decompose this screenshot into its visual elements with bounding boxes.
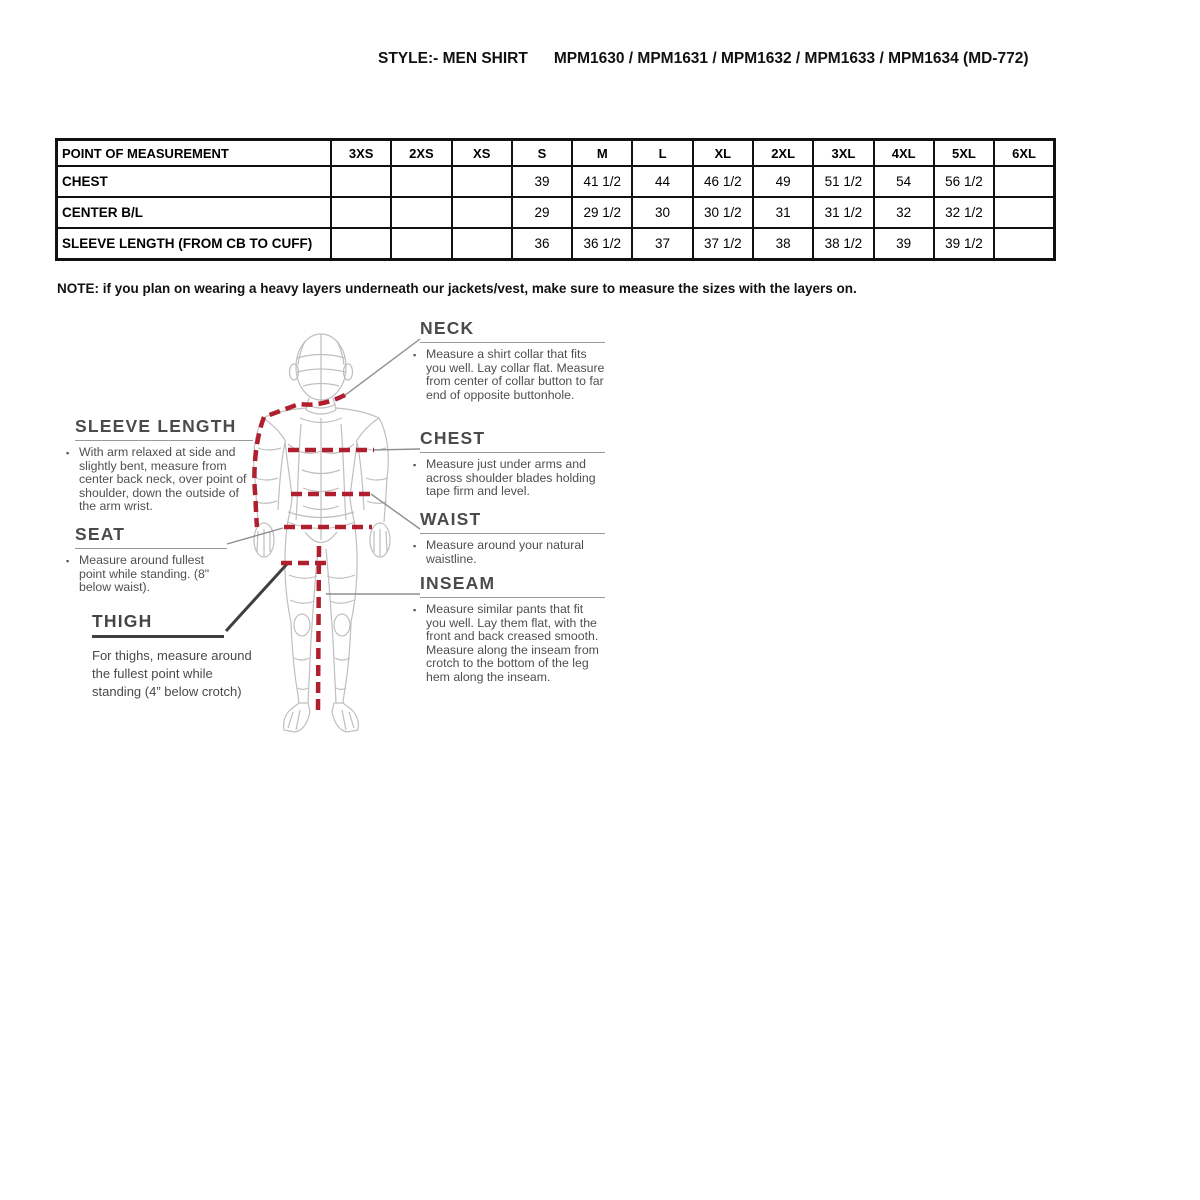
col-header-size-m: M [572, 140, 632, 167]
size-value-cell: 38 [753, 228, 813, 260]
thigh-heading: THIGH [92, 611, 224, 638]
size-value-cell: 38 1/2 [813, 228, 873, 260]
col-header-size-2xs: 2XS [391, 140, 451, 167]
size-value-cell: 56 1/2 [934, 166, 994, 197]
col-header-size-2xl: 2XL [753, 140, 813, 167]
sleeve-length-text: With arm relaxed at side and slightly bent, measure from center back neck, over point of shoulder, down the outside of the arm wrist. [79, 445, 247, 514]
col-header-size-5xl: 5XL [934, 140, 994, 167]
bullet-icon: ▪ [66, 556, 70, 566]
section-waist [413, 509, 605, 566]
col-header-size-6xl: 6XL [994, 140, 1054, 167]
sleeve-length-heading: SLEEVE LENGTH [75, 416, 253, 441]
size-value-cell: 46 1/2 [693, 166, 753, 197]
size-value-cell: 32 [874, 197, 934, 228]
col-header-size-xs: XS [452, 140, 512, 167]
neck-text: Measure a shirt collar that fits you well. Lay collar flat. Measure from center of collar button to far end of opposite buttonhole. [426, 347, 605, 402]
row-label: SLEEVE LENGTH (FROM CB TO CUFF) [57, 228, 332, 260]
bullet-icon: ▪ [413, 605, 417, 615]
section-chest [413, 428, 605, 499]
col-header-size-4xl: 4XL [874, 140, 934, 167]
section-inseam [413, 573, 605, 685]
measurement-lines [254, 395, 374, 710]
waist-heading: WAIST [420, 509, 605, 534]
seat-heading: SEAT [75, 524, 227, 549]
seat-text: Measure around fullest point while standing. (8" below waist). [79, 553, 210, 595]
bullet-icon: ▪ [66, 448, 70, 458]
inseam-heading: INSEAM [420, 573, 605, 598]
thigh-text: For thighs, measure around the fullest point while standing (4” below crotch) [92, 648, 252, 699]
size-value-cell: 32 1/2 [934, 197, 994, 228]
section-sleeve-length [66, 416, 253, 514]
chest-heading: CHEST [420, 428, 605, 453]
bullet-icon: ▪ [413, 350, 417, 360]
leader-lines [227, 339, 420, 594]
inseam-measure-line [318, 546, 319, 710]
size-value-cell: 29 1/2 [572, 197, 632, 228]
section-neck [413, 318, 605, 402]
size-value-cell: 41 1/2 [572, 166, 632, 197]
size-value-cell: 54 [874, 166, 934, 197]
size-value-cell: 37 [632, 228, 692, 260]
style-codes: MPM1630 / MPM1631 / MPM1632 / MPM1633 / MPM1634 (MD-772) [553, 50, 1029, 67]
col-header-point-of-measurement: POINT OF MEASUREMENT [57, 140, 332, 167]
seat-leader-line [227, 528, 283, 544]
neck-leader-line [344, 339, 420, 396]
size-value-cell: 30 1/2 [693, 197, 753, 228]
size-value-cell: 39 1/2 [934, 228, 994, 260]
col-header-size-l: L [632, 140, 692, 167]
row-label: CENTER B/L [57, 197, 332, 228]
neck-heading: NECK [420, 318, 605, 343]
section-seat [66, 524, 227, 595]
size-value-cell: 36 [512, 228, 572, 260]
size-value-cell: 37 1/2 [693, 228, 753, 260]
col-header-size-xl: XL [693, 140, 753, 167]
figure-wireframe [254, 334, 390, 732]
size-value-cell: 44 [632, 166, 692, 197]
col-header-size-3xl: 3XL [813, 140, 873, 167]
size-value-cell: 31 [753, 197, 813, 228]
col-header-size-3xs: 3XS [331, 140, 391, 167]
col-header-size-s: S [512, 140, 572, 167]
bullet-icon: ▪ [413, 541, 417, 551]
size-value-cell: 39 [512, 166, 572, 197]
size-value-cell: 49 [753, 166, 813, 197]
inseam-text: Measure similar pants that fit you well. Lay them flat, with the front and back creased smooth. Measure along the inseam from crotch to the bottom of the leg hem along the inseam. [426, 602, 599, 684]
size-value-cell: 31 1/2 [813, 197, 873, 228]
sleeve-measure-line [254, 395, 345, 527]
size-value-cell: 36 1/2 [572, 228, 632, 260]
chest-text: Measure just under arms and across shoulder blades holding tape firm and level. [426, 457, 596, 499]
size-value-cell: 29 [512, 197, 572, 228]
bullet-icon: ▪ [413, 460, 417, 470]
size-value-cell: 51 1/2 [813, 166, 873, 197]
size-value-cell: 39 [874, 228, 934, 260]
row-label: CHEST [57, 166, 332, 197]
style-label: STYLE:- MEN SHIRT [378, 50, 528, 67]
section-thigh [92, 611, 264, 701]
size-value-cell: 30 [632, 197, 692, 228]
waist-text: Measure around your natural waistline. [426, 538, 584, 566]
note-text: NOTE: if you plan on wearing a heavy layers underneath our jackets/vest, make sure to measure the sizes with the layers on. [57, 281, 857, 296]
